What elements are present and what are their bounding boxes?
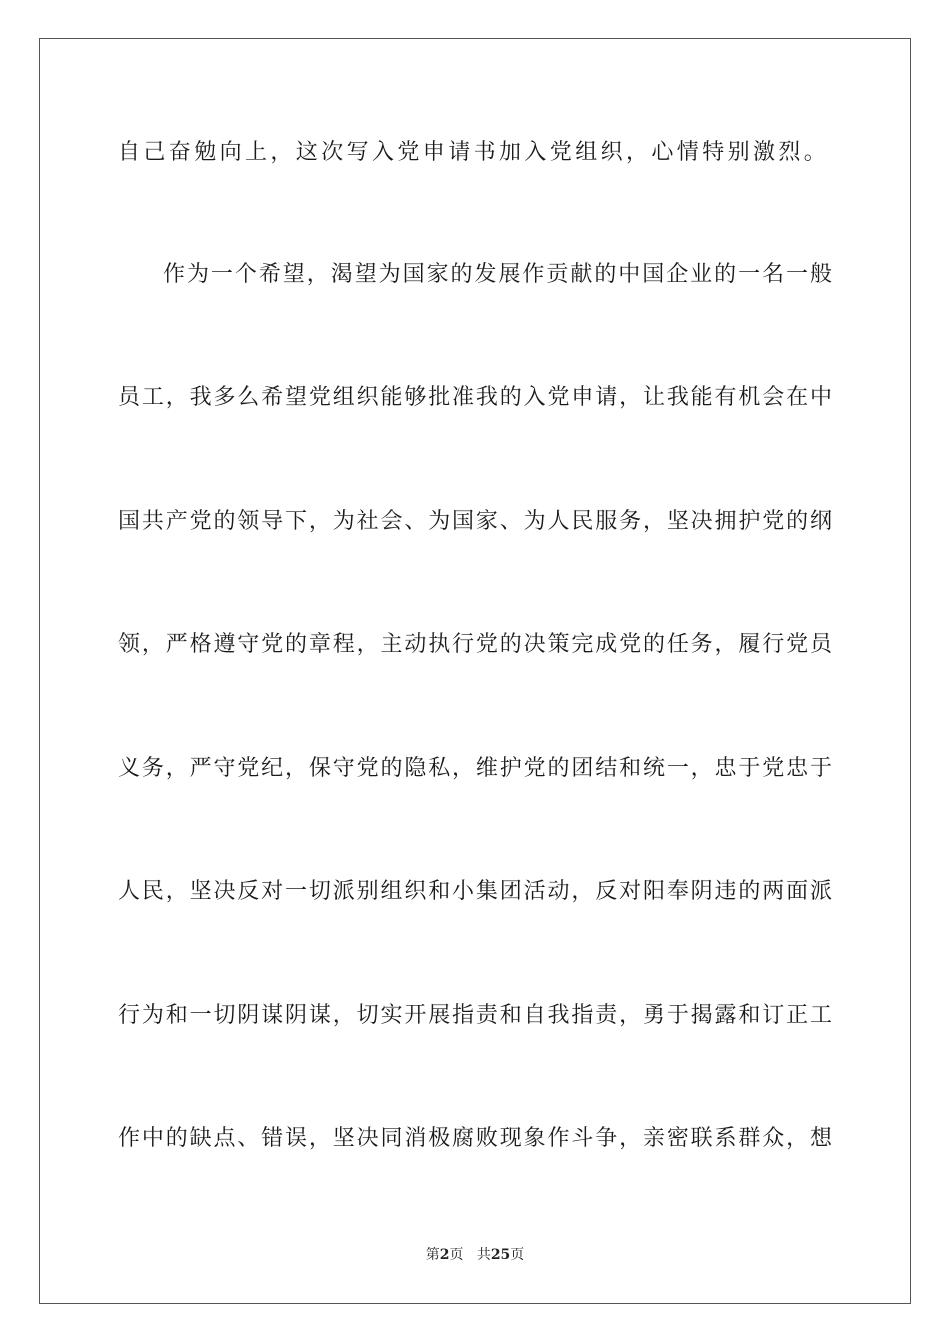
body-line-9: 作中的缺点、错误，坚决同消极腐败现象作斗争，亲密联系群众，想 (118, 1126, 832, 1151)
page-footer (0, 1246, 950, 1264)
footer-total-pages: 25 (490, 1247, 511, 1263)
body-line-1: 自己奋勉向上，这次写入党申请书加入党组织，心情特别激烈。 (118, 140, 830, 165)
body-line-8: 行为和一切阴谋阴谋，切实开展指责和自我指责，勇于揭露和订正工 (118, 1003, 832, 1028)
footer-page-prefix: 第 (425, 1247, 440, 1263)
body-line-5: 领，严格遵守党的章程，主动执行党的决策完成党的任务，履行党员 (118, 632, 832, 657)
body-line-6: 义务，严守党纪，保守党的隐私，维护党的团结和统一，忠于党忠于 (118, 756, 832, 781)
footer-page-number: 2 (439, 1247, 450, 1263)
body-line-3: 员工，我多么希望党组织能够批准我的入党申请，让我能有机会在中 (118, 385, 832, 410)
footer-total-prefix: 共 (476, 1247, 491, 1263)
body-line-2: 作为一个希望，渴望为国家的发展作贡献的中国企业的一名一般 (163, 262, 832, 287)
body-line-7: 人民，坚决反对一切派别组织和小集团活动，反对阳奉阴违的两面派 (118, 879, 832, 904)
page-frame (39, 38, 911, 1304)
footer-page-suffix: 页 (449, 1247, 464, 1263)
footer-total-suffix: 页 (510, 1247, 525, 1263)
body-line-4: 国共产党的领导下，为社会、为国家、为人民服务，坚决拥护党的纲 (118, 509, 832, 534)
